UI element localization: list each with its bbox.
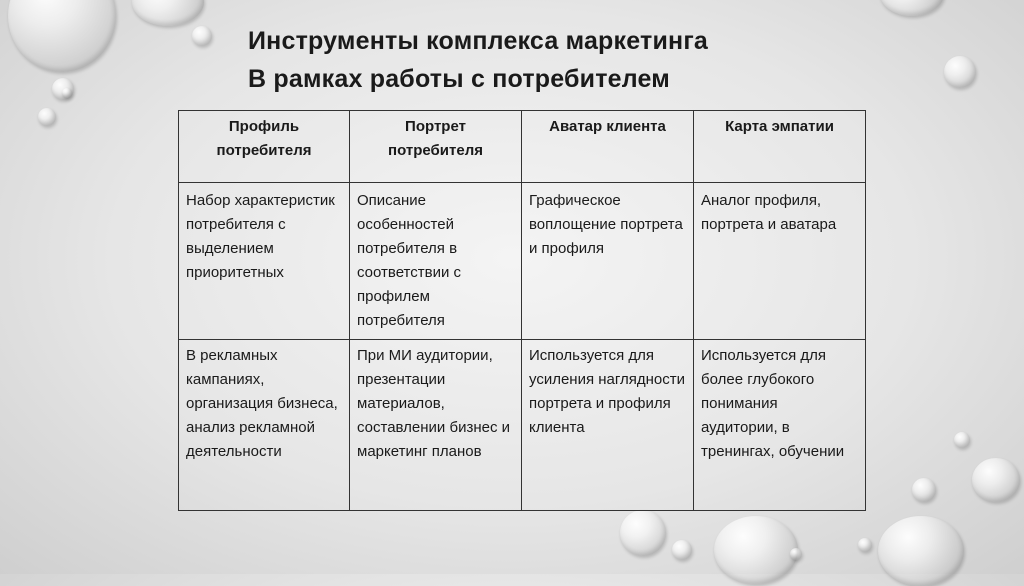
table-cell: Аналог профиля, портрета и аватара xyxy=(694,183,866,340)
table-cell: Графическое воплощение портрета и профиля xyxy=(522,183,694,340)
water-drop-decoration xyxy=(880,0,944,16)
table-cell: Используется для более глубокого понимания аудитории, в тренингах, обучении xyxy=(694,340,866,511)
table-cell: При МИ аудитории, презентации материалов, составлении бизнес и маркетинг планов xyxy=(350,340,522,511)
table-cell: Описание особенностей потребителя в соответствии с профилем потребителя xyxy=(350,183,522,340)
table-header-row xyxy=(179,111,866,183)
water-drop-decoration xyxy=(620,510,666,556)
slide-title xyxy=(248,22,708,98)
table-cell: В рекламных кампаниях, организация бизнеса, анализ рекламной деятельности xyxy=(179,340,350,511)
water-drop-decoration xyxy=(38,108,56,126)
water-drop-decoration xyxy=(878,516,964,586)
table-row xyxy=(179,183,866,340)
water-drop-decoration xyxy=(972,458,1020,502)
header-cell-profile: Профиль потребителя xyxy=(179,111,350,183)
table-cell: Используется для усиления наглядности портрета и профиля клиента xyxy=(522,340,694,511)
water-drop-decoration xyxy=(858,538,872,552)
table-cell: Набор характеристик потребителя с выделением приоритетных xyxy=(179,183,350,340)
water-drop-decoration xyxy=(672,540,692,560)
slide-title-line-1: Инструменты комплекса маркетинга xyxy=(248,27,709,55)
water-drop-decoration xyxy=(954,432,970,448)
table-row xyxy=(179,340,866,511)
header-cell-portrait: Портрет потребителя xyxy=(350,111,522,183)
slide-title-line-2: В рамках работы с потребителем xyxy=(248,65,671,93)
water-drop-decoration xyxy=(912,478,936,502)
water-drop-decoration xyxy=(132,0,204,26)
header-cell-avatar: Аватар клиента xyxy=(522,111,694,183)
water-drop-decoration xyxy=(8,0,116,72)
marketing-tools-table xyxy=(178,110,866,511)
water-drop-decoration xyxy=(944,56,976,88)
header-cell-empathy-map: Карта эмпатии xyxy=(694,111,866,183)
water-drop-decoration xyxy=(790,548,802,560)
water-drop-decoration xyxy=(192,26,212,46)
water-drop-decoration xyxy=(62,88,72,98)
